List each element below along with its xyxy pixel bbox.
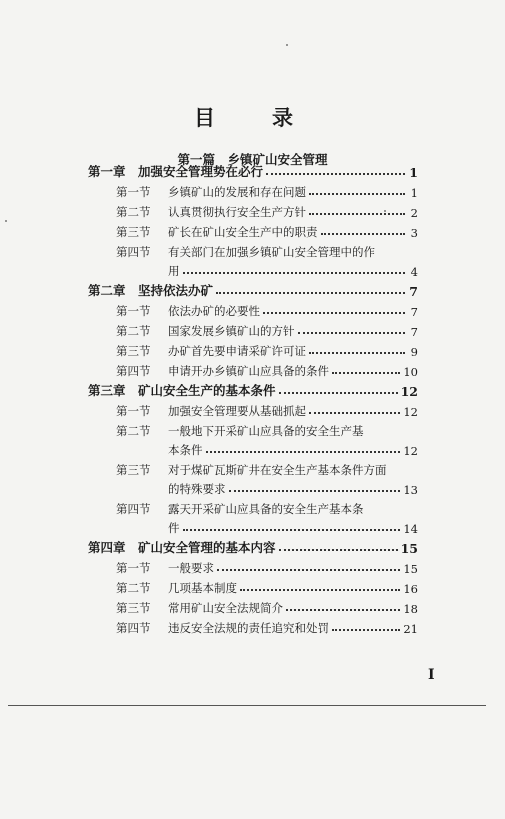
dot-leader xyxy=(183,529,401,531)
toc-page-number: 9 xyxy=(410,345,418,359)
toc-page-number: 15 xyxy=(403,562,418,576)
toc-section-continuation xyxy=(168,516,418,536)
section-title: 一般要求 xyxy=(168,561,214,575)
toc-section-row xyxy=(116,616,418,636)
dot-leader xyxy=(321,233,406,235)
section-title-continuation: 的特殊要求 xyxy=(168,482,226,496)
toc-page-number: 15 xyxy=(400,541,418,556)
section-title: 违反安全法规的责任追究和处罚 xyxy=(168,621,329,635)
scan-speck xyxy=(5,220,7,222)
toc-page-number: 1 xyxy=(410,186,418,200)
section-label: 第一节 xyxy=(116,404,151,418)
section-title: 几项基本制度 xyxy=(168,581,237,595)
chapter-title: 加强安全管理势在必行 xyxy=(138,164,264,179)
section-label: 第四节 xyxy=(116,245,151,259)
section-label: 第四节 xyxy=(116,621,151,635)
section-label: 第四节 xyxy=(116,502,151,516)
section-title: 乡镇矿山的发展和存在问题 xyxy=(168,185,306,199)
page-number: I xyxy=(428,667,435,683)
scan-speck xyxy=(286,44,288,46)
dot-leader xyxy=(217,569,400,571)
toc-page-number: 7 xyxy=(409,284,418,299)
chapter-label: 第二章 xyxy=(88,283,126,298)
toc-section-row xyxy=(116,319,418,339)
toc-section-row xyxy=(116,339,418,359)
dot-leader xyxy=(266,173,405,175)
chapter-title: 坚持依法办矿 xyxy=(138,283,214,298)
section-title: 矿长在矿山安全生产中的职责 xyxy=(168,225,318,239)
toc-page-number: 1 xyxy=(409,165,418,180)
section-label: 第三节 xyxy=(116,344,151,358)
scan-speck xyxy=(384,210,386,212)
section-title: 认真贯彻执行安全生产方针 xyxy=(168,205,306,219)
toc-chapter-row xyxy=(88,160,418,180)
dot-leader xyxy=(183,272,406,274)
section-label: 第一节 xyxy=(116,561,151,575)
section-title: 露天开采矿山应具备的安全生产基本条 xyxy=(168,502,364,516)
toc-section-row xyxy=(116,359,418,379)
toc-section-row xyxy=(116,458,418,478)
toc-section-row xyxy=(116,497,418,517)
toc-section-row xyxy=(116,200,418,220)
section-title-continuation: 件 xyxy=(168,521,180,535)
toc-chapter-row xyxy=(88,379,418,399)
toc-title: 目 录 xyxy=(194,105,311,130)
dot-leader xyxy=(309,213,405,215)
toc-section-row xyxy=(116,576,418,596)
toc-section-row xyxy=(116,220,418,240)
section-title: 对于煤矿瓦斯矿井在安全生产基本条件方面 xyxy=(168,463,387,477)
dot-leader xyxy=(286,609,400,611)
dot-leader xyxy=(332,372,400,374)
section-title: 国家发展乡镇矿山的方针 xyxy=(168,324,295,338)
section-label: 第四节 xyxy=(116,364,151,378)
chapter-title: 矿山安全生产的基本条件 xyxy=(138,383,276,398)
section-label: 第一节 xyxy=(116,185,151,199)
dot-leader xyxy=(216,292,405,294)
section-label: 第一节 xyxy=(116,304,151,318)
dot-leader xyxy=(309,193,405,195)
section-title: 常用矿山安全法规简介 xyxy=(168,601,283,615)
toc-section-row xyxy=(116,419,418,439)
chapter-label: 第四章 xyxy=(88,540,126,555)
toc-page-number: 10 xyxy=(403,365,418,379)
section-label: 第三节 xyxy=(116,225,151,239)
section-title: 有关部门在加强乡镇矿山安全管理中的作 xyxy=(168,245,375,259)
toc-section-continuation xyxy=(168,438,418,458)
section-label: 第三节 xyxy=(116,601,151,615)
toc-section-row xyxy=(116,399,418,419)
toc-page-number: 7 xyxy=(410,305,418,319)
dot-leader xyxy=(229,490,401,492)
dot-leader xyxy=(206,451,401,453)
section-title: 加强安全管理要从基础抓起 xyxy=(168,404,306,418)
section-title-continuation: 用 xyxy=(168,264,180,278)
chapter-label: 第三章 xyxy=(88,383,126,398)
section-label: 第二节 xyxy=(116,205,151,219)
dot-leader xyxy=(263,312,405,314)
section-label: 第三节 xyxy=(116,463,151,477)
toc-section-row xyxy=(116,180,418,200)
toc-page-number: 18 xyxy=(403,602,418,616)
part-heading: 第一篇 乡镇矿山安全管理 xyxy=(177,152,328,167)
toc-page-number: 16 xyxy=(403,582,418,596)
toc-page-number: 12 xyxy=(403,444,418,458)
dot-leader xyxy=(309,412,400,414)
dot-leader xyxy=(279,392,398,394)
toc-page-number: 21 xyxy=(403,622,418,636)
toc-page-number: 12 xyxy=(403,405,418,419)
toc-page-number: 7 xyxy=(410,325,418,339)
section-label: 第二节 xyxy=(116,424,151,438)
dot-leader xyxy=(298,332,406,334)
toc-chapter-row xyxy=(88,279,418,299)
section-title: 一般地下开采矿山应具备的安全生产基 xyxy=(168,424,364,438)
toc-page-number: 14 xyxy=(403,522,418,536)
toc-section-row xyxy=(116,596,418,616)
dot-leader xyxy=(240,589,400,591)
section-title-continuation: 本条件 xyxy=(168,443,203,457)
dot-leader xyxy=(332,629,400,631)
section-label: 第二节 xyxy=(116,581,151,595)
toc-section-row xyxy=(116,299,418,319)
toc-section-row xyxy=(116,556,418,576)
bottom-rule xyxy=(8,705,486,706)
toc-section-continuation xyxy=(168,477,418,497)
chapter-label: 第一章 xyxy=(88,164,126,179)
section-title: 办矿首先要申请采矿许可证 xyxy=(168,344,306,358)
toc-page-number: 13 xyxy=(403,483,418,497)
toc-chapter-row xyxy=(88,536,418,556)
chapter-title: 矿山安全管理的基本内容 xyxy=(138,540,276,555)
toc-page-number: 2 xyxy=(410,206,418,220)
toc-section-row xyxy=(116,240,418,260)
toc-page-number: 3 xyxy=(410,226,418,240)
toc-page-number: 12 xyxy=(400,384,418,399)
dot-leader xyxy=(279,549,398,551)
section-title: 依法办矿的必要性 xyxy=(168,304,260,318)
toc-section-continuation xyxy=(168,259,418,279)
section-label: 第二节 xyxy=(116,324,151,338)
section-title: 申请开办乡镇矿山应具备的条件 xyxy=(168,364,329,378)
dot-leader xyxy=(309,352,405,354)
toc-page-number: 4 xyxy=(410,265,418,279)
